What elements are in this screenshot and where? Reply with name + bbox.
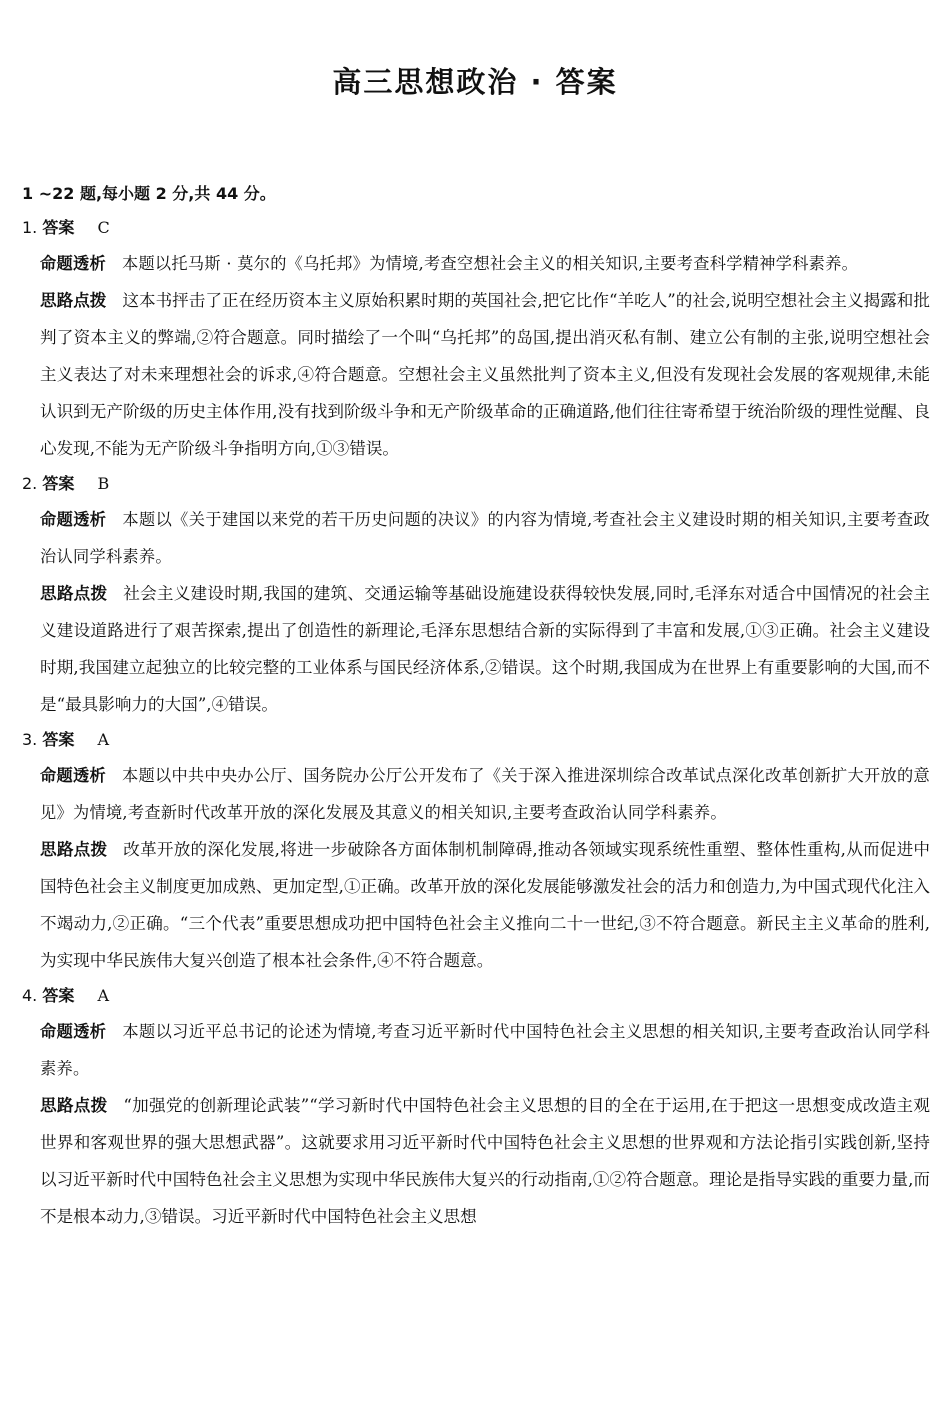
reasoning-paragraph [40,1087,930,1235]
analysis-paragraph [40,757,930,831]
analysis-text: 本题以中共中央办公厅、国务院办公厅公开发布了《关于深入推进深圳综合改革试点深化改革创新扩大开放的意见》为情境,考查新时代改革开放的深化发展及其意义的相关知识,主要考查政治认同学科素养。 [40,766,930,822]
question-header [22,211,930,245]
question-header [22,467,930,501]
analysis-label: 命题透析 [40,510,107,529]
reasoning-text: “加强党的创新理论武装”“学习新时代中国特色社会主义思想的目的全在于运用,在于把这一思想变成改造主观世界和客观世界的强大思想武器”。这就要求用习近平新时代中国特色社会主义思想的世界观和方法论指引实践创新,坚持以习近平新时代中国特色社会主义思想为实现中华民族伟大复兴的行动指南,①②符合题意。理论是指导实践的重要力量,而不是根本动力,③错误。习近平新时代中国特色社会主义思想 [40,1096,931,1226]
reasoning-label: 思路点拨 [40,1096,108,1115]
reasoning-label: 思路点拨 [40,840,108,859]
question-block-3 [22,723,930,979]
answer-label: 答案 [42,986,75,1005]
answer-value: C [97,218,110,237]
question-header [22,979,930,1013]
question-number: 1. [22,218,38,237]
question-number: 4. [22,986,38,1005]
analysis-text: 本题以习近平总书记的论述为情境,考查习近平新时代中国特色社会主义思想的相关知识,主要考查政治认同学科素养。 [40,1022,930,1078]
analysis-paragraph [40,1013,930,1087]
reasoning-label: 思路点拨 [40,584,108,603]
reasoning-text: 社会主义建设时期,我国的建筑、交通运输等基础设施建设获得较快发展,同时,毛泽东对适合中国情况的社会主义建设道路进行了艰苦探索,提出了创造性的新理论,毛泽东思想结合新的实际得到了丰富和发展,①③正确。社会主义建设时期,我国建立起独立的比较完整的工业体系与国民经济体系,②错误。这个时期,我国成为在世界上有重要影响的大国,而不是“最具影响力的大国”,④错误。 [40,584,931,714]
answer-value: B [97,474,110,493]
question-header [22,723,930,757]
analysis-text: 本题以托马斯 · 莫尔的《乌托邦》为情境,考查空想社会主义的相关知识,主要考查科学精神学科素养。 [121,254,859,273]
reasoning-paragraph [40,575,930,723]
answer-value: A [97,730,110,749]
scoring-note: 1 ~22 题,每小题 2 分,共 44 分。 [22,184,276,203]
analysis-label: 命题透析 [40,1022,107,1041]
question-number: 3. [22,730,38,749]
reasoning-paragraph [40,282,930,467]
analysis-label: 命题透析 [40,254,106,273]
answer-value: A [97,986,110,1005]
reasoning-label: 思路点拨 [40,291,107,310]
reasoning-paragraph [40,831,930,979]
question-block-4 [22,979,930,1235]
question-number: 2. [22,474,38,493]
analysis-label: 命题透析 [40,766,106,785]
reasoning-text: 这本书抨击了正在经历资本主义原始积累时期的英国社会,把它比作“羊吃人”的社会,说明空想社会主义揭露和批判了资本主义的弊端,②符合题意。同时描绘了一个叫“乌托邦”的岛国,提出消灭私有制、建立公有制的主张,说明空想社会主义表达了对未来理想社会的诉求,④符合题意。空想社会主义虽然批判了资本主义,但没有发现社会发展的客观规律,未能认识到无产阶级的历史主体作用,没有找到阶级斗争和无产阶级革命的正确道路,他们往往寄希望于统治阶级的理性觉醒、良心发现,不能为无产阶级斗争指明方向,①③错误。 [40,291,931,458]
answer-label: 答案 [42,730,75,749]
question-block-2 [22,467,930,723]
analysis-paragraph [40,501,930,575]
question-block-1 [22,211,930,467]
answer-label: 答案 [42,474,75,493]
answer-label: 答案 [42,218,75,237]
reasoning-text: 改革开放的深化发展,将进一步破除各方面体制机制障碍,推动各领域实现系统性重塑、整体性重构,从而促进中国特色社会主义制度更加成熟、更加定型,①正确。改革开放的深化发展能够激发社会的活力和创造力,为中国式现代化注入不竭动力,②正确。“三个代表”重要思想成功把中国特色社会主义推向二十一世纪,③不符合题意。新民主主义革命的胜利,为实现中华民族伟大复兴创造了根本社会条件,④不符合题意。 [40,840,931,970]
answer-content [22,177,930,1235]
analysis-text: 本题以《关于建国以来党的若干历史问题的决议》的内容为情境,考查社会主义建设时期的相关知识,主要考查政治认同学科素养。 [40,510,930,566]
page-title: 高三思想政治 · 答案 [332,65,618,99]
analysis-paragraph [40,245,930,282]
